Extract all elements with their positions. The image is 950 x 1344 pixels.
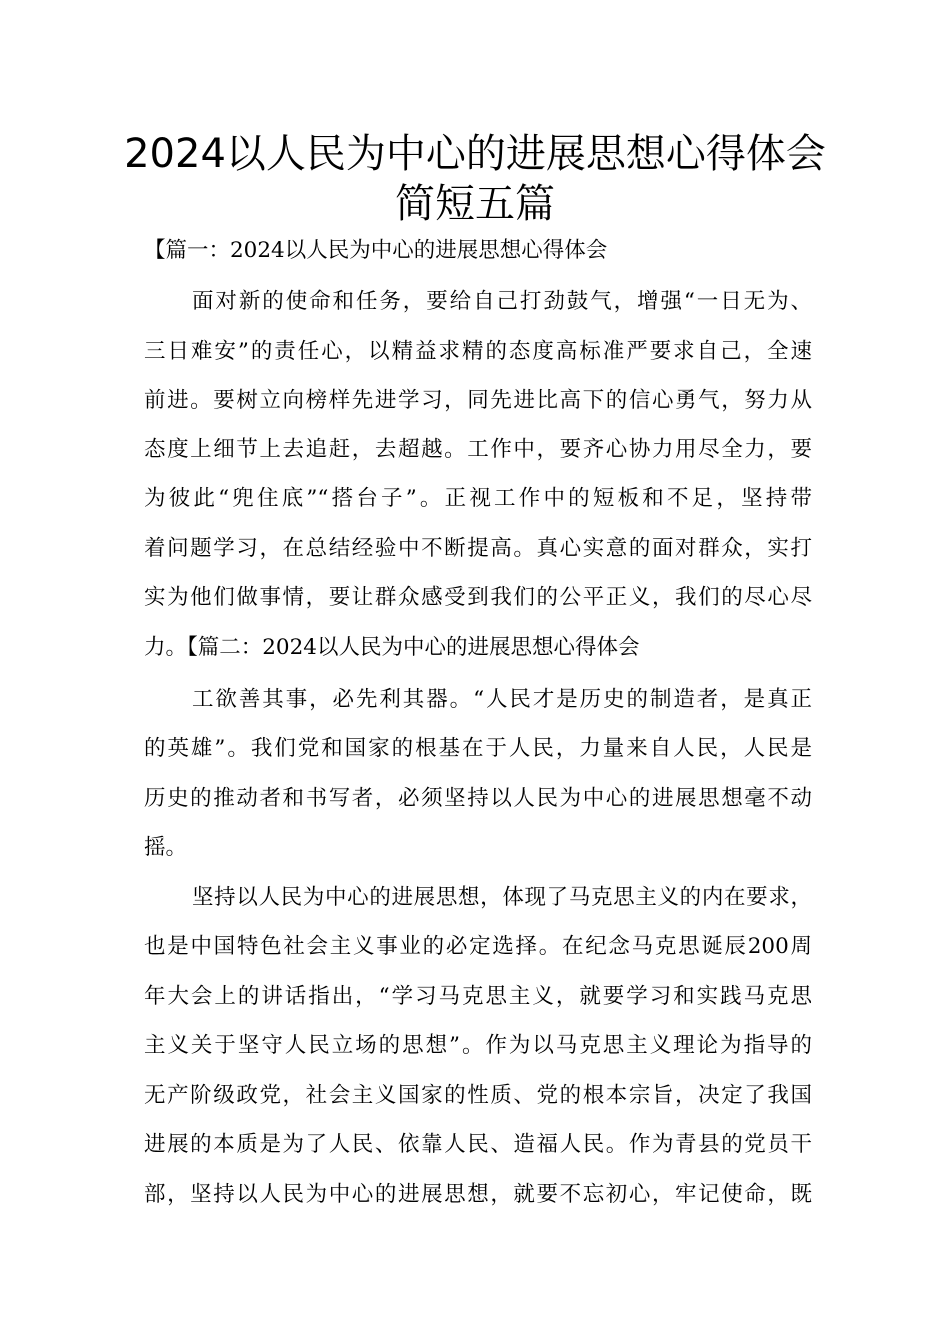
paragraph-line: 无产阶级政党，社会主义国家的性质、党的根本宗旨，决定了我国: [144, 1083, 812, 1108]
paragraph-line: 部，坚持以人民为中心的进展思想，就要不忘初心，牢记使命，既: [144, 1182, 812, 1207]
paragraph-line: 也是中国特色社会主义事业的必定选择。在纪念马克思诞辰200周: [144, 934, 812, 959]
section-heading-1: 【篇一：2024以人民为中心的进展思想心得体会: [144, 238, 608, 263]
paragraph-line: 面对新的使命和任务，要给自己打劲鼓气，增强“一日无为、: [192, 289, 812, 314]
paragraph-line: 为彼此“兜住底”“搭台子”。正视工作中的短板和不足，坚持带: [144, 486, 812, 511]
paragraph-line: 年大会上的讲话指出，“学习马克思主义，就要学习和实践马克思: [144, 984, 812, 1009]
paragraph-line: 工欲善其事，必先利其器。“人民才是历史的制造者，是真正: [192, 687, 812, 712]
paragraph-line: 的英雄”。我们党和国家的根基在于人民，力量来自人民，人民是: [144, 736, 812, 761]
paragraph-line: 态度上细节上去追赶，去超越。工作中，要齐心协力用尽全力，要: [144, 437, 812, 462]
paragraph-line: 坚持以人民为中心的进展思想，体现了马克思主义的内在要求，: [192, 885, 812, 910]
paragraph-line: 三日难安”的责任心，以精益求精的态度高标准严要求自己，全速: [144, 339, 812, 364]
paragraph-line: 前进。要树立向榜样先进学习，同先进比高下的信心勇气，努力从: [144, 388, 812, 413]
paragraph-line: 力。【篇二：2024以人民为中心的进展思想心得体会: [144, 635, 640, 660]
document-title-line-1: 2024以人民为中心的进展思想心得体会: [124, 131, 826, 177]
paragraph-line: 摇。: [144, 835, 188, 860]
paragraph-line: 着问题学习，在总结经验中不断提高。真心实意的面对群众，实打: [144, 536, 812, 561]
paragraph-line: 历史的推动者和书写者，必须坚持以人民为中心的进展思想毫不动: [144, 786, 812, 811]
document-title-line-2: 简短五篇: [395, 181, 555, 227]
paragraph-line: 实为他们做事情，要让群众感受到我们的公平正义，我们的尽心尽: [144, 585, 812, 610]
paragraph-line: 主义关于坚守人民立场的思想”。作为以马克思主义理论为指导的: [144, 1033, 812, 1058]
paragraph-line: 进展的本质是为了人民、依靠人民、造福人民。作为青县的党员干: [144, 1132, 812, 1157]
